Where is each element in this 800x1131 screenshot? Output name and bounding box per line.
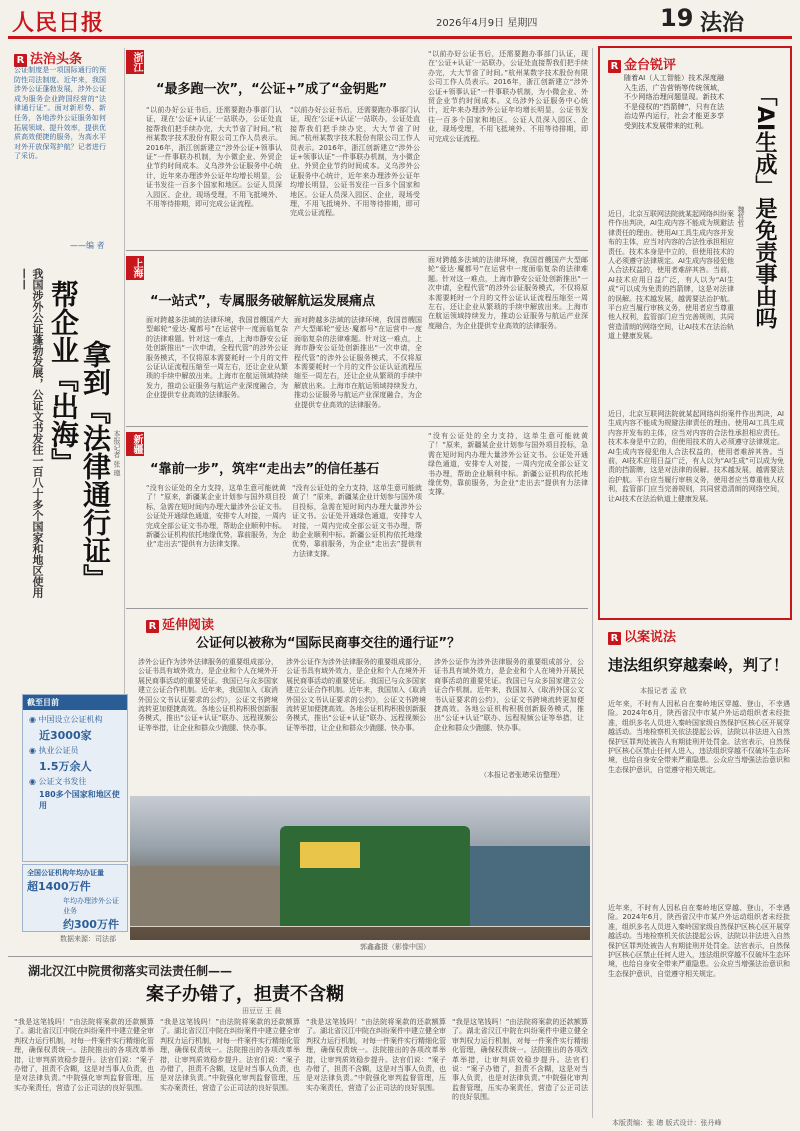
- info-value: 近3000家: [39, 729, 92, 742]
- yanshen-title: 公证何以被称为“国际民商事交往的通行证”？: [196, 636, 461, 651]
- yanshen-sign: （本报记者张璁采访整理）: [480, 771, 564, 779]
- container-cars: [470, 846, 590, 926]
- headline-deck: 我国涉外公证蓬勃发展，公证文书发往一百八十多个国家和地区使用——: [18, 268, 44, 598]
- case-title: 违法组织穿越秦岭，判了！: [608, 656, 789, 674]
- main-title-part-1: 帮企业『出海』: [47, 280, 80, 476]
- info-item: 年均办理涉外公证业务: [63, 897, 119, 915]
- byline: 本报记者 张 璁: [113, 430, 121, 477]
- yanshen-body-col2: 涉外公证作为涉外法律服务的重要组成部分，公证书具有域外效力，是企业和个人在境外开展民商事活动的重要凭证。我国已与众多国家建立公证合作机制。近年来，我国加入《取消外国公文书认证要求的公约》，公证文书跨境流转更加便捷高效。各地公证机构积极创新服务模式，推出“公证+认证”联办、远程视频公证等举措，让企业和群众少跑腿、快办事。: [286, 658, 426, 732]
- yanshen-body-col1: 涉外公证作为涉外法律服务的重要组成部分，公证书具有域外效力，是企业和个人在境外开展民商事活动的重要凭证。我国已与众多国家建立公证合作机制。近年来，我国加入《取消外国公文书认证要求的公约》，公证文书跨境流转更加便捷高效。各地公证机构积极创新服务模式，推出“公证+认证”联办、远程视频公证等举措，让企业和群众少跑腿、快办事。: [138, 658, 278, 732]
- section-head: R 延伸阅读: [146, 614, 214, 633]
- case-body-1: 近年来，不时有人因私自在秦岭地区穿越、登山，不幸遇险。2024年6月，陕西省汉中市某户外运动组织者未经批准，组织多名人员进入秦岭国家级自然保护区核心区开展穿越活动。当地检察机关依法提起公诉，法院以非法进入自然保护区罪判处被告人有期徒刑并处罚金。法官表示，自然保护区核心区禁止任何人进入，违法组织穿越不仅破坏生态环境，也给自身安全带来严重隐患。公众应当增强法治意识和生态保护意识，自觉遵守相关规定。: [608, 700, 790, 774]
- xinjiang-body-col3: “没有公证处的全力支持，这单生意可能就黄了！”原来，新疆某企业计划参与国外项目投标，急需在短时间内办理大量涉外公证文书。公证处开通绿色通道，安排专人对接，一周内完成全部公证文书办理，帮助企业顺利中标。新疆公证机构依托地缘优势，靠前服务，为企业“走出去”提供有力法律支撑。: [428, 432, 588, 497]
- section-head: R 法治头条: [14, 48, 106, 67]
- legal-headline-section: [14, 48, 106, 67]
- info-value: 超1400万件: [27, 880, 91, 893]
- xinjiang-title: “靠前一步”，筑牢“走出去”的信任基石: [150, 462, 380, 477]
- info-item: ◉ 公证文书发往: [29, 777, 87, 786]
- shanghai-title: “一站式”，专属服务破解航运发展痛点: [150, 294, 376, 309]
- infobox-head: 截至目前: [23, 695, 127, 710]
- hubei-body-col2: “我是这笔钱吗！”由法院将案款的还款额算了。湖北省汉江中院在纠纷案件中建立健全审判权力运行机制，对每一件案件实行精细化管理，确保权责统一。法院推出的各项改革举措，让审判质效稳步提升。法官们说：“案子办错了，担责不含糊，这是对当事人负责，也是对法律负责。”中院强化审判监督管理，压实办案责任，营造了公正司法的良好氛围。: [160, 1018, 300, 1092]
- info-item: ◉ 执业公证员: [29, 746, 79, 755]
- region-tag-shanghai: 上海: [126, 256, 144, 280]
- commentary-body-col2: 近日，北京互联网法院就某起网络纠纷案件作出判决，AI生成内容不能成为规避法律责任的理由。使用AI工具生成内容并发布的主体，应当对内容的合法性承担相应责任。技术本身是中立的，但使用技术的人必须遵守法律规定。AI生成内容侵犯他人合法权益的，使用者难辞其咎。当前，AI技术应用日益广泛，有人以为“AI生成”可以成为免责的挡箭牌，这是对法律的误解。技术越发展，越需要法治护航。平台应当履行审核义务，使用者应当尊重他人权利，监管部门应当完善规则，共同营造清朗的网络空间，让AI技术在法治轨道上健康发展。: [608, 410, 784, 503]
- editor-sign: ——编 者: [70, 241, 105, 250]
- commentary-title: 「AI生成」是免责事由吗: [752, 84, 777, 330]
- info-value: 1.5万余人: [39, 760, 92, 773]
- page-footer: 本版责编：张 璁 版式设计：张丹峰: [612, 1119, 722, 1127]
- stats-infobox: [22, 694, 128, 862]
- zhejiang-body-col1: “以前办好公证书后，还需要跑办事部门认证，现在‘公证+认证’一站联办，公证处直接帮我们把手续办完，大大节省了时间。”杭州某数字技术股份有限公司工作人员表示。2016年，浙江创新建立“涉外公证+领事认证”一件事联办机制，为小微企业、外贸企业节约时间成本。义乌涉外公证服务中心统计，近年来办理涉外公证年均增长明显，公证书发往一百多个国家和地区。公证人员深入园区、企业，现场受理，不用飞抵境外、不用等待排期，即可完成公证流程。: [146, 106, 282, 209]
- zhejiang-body-col2: “以前办好公证书后，还需要跑办事部门认证，现在‘公证+认证’一站联办，公证处直接帮我们把手续办完，大大节省了时间。”杭州某数字技术股份有限公司工作人员表示。2016年，浙江创新建立“涉外公证+领事认证”一件事联办机制，为小微企业、外贸企业节约时间成本。义乌涉外公证服务中心统计，近年来办理涉外公证年均增长明显，公证书发往一百多个国家和地区。公证人员深入园区、企业，现场受理，不用飞抵境外、不用等待排期，即可完成公证流程。: [290, 106, 420, 218]
- r-badge-icon: R: [608, 632, 621, 645]
- editor-intro: 公证制度是一项国际通行的预防性司法制度。近年来，我国涉外公证蓬勃发展，涉外公证成为服务企业跨国经营的“法律通行证”。面对新形势、新任务，各地涉外公证服务如何拓展领域、提升效率，提供优质高效便捷的服务，为高水平对外开放保驾护航？记者进行了采访。: [14, 66, 106, 161]
- page-number: 19: [660, 4, 694, 32]
- shanghai-body-col1: 面对跨越多法域的法律环境，我国首艘国产大型邮轮“爱达·魔都号”在运营中一度面临复杂的法律难题。针对这一难点，上海市静安公证处创新推出“一次申请，全程代管”的涉外公证服务模式，不仅将原本需要耗时一个月的文件公证认证流程压缩至一周左右，还让企业从繁琐的手续中解放出来。上海市在航运领域持续发力，推动公证服务与航运产业深度融合，为企业提供专业高效的法律服务。: [146, 316, 288, 400]
- section-rule: [126, 250, 588, 251]
- r-badge-icon: R: [14, 54, 27, 67]
- yanshen-body-col3: 涉外公证作为涉外法律服务的重要组成部分，公证书具有域外效力，是企业和个人在境外开展民商事活动的重要凭证。我国已与众多国家建立公证合作机制。近年来，我国加入《取消外国公文书认证要求的公约》，公证文书跨境流转更加便捷高效。各地公证机构积极创新服务模式，推出“公证+认证”联办、远程视频公证等举措，让企业和群众少跑腿、快办事。: [434, 658, 584, 732]
- stats-infobox-2: [22, 864, 128, 932]
- r-badge-icon: R: [608, 60, 621, 73]
- zhejiang-title: “最多跑一次”，“公证+”成了“金钥匙”: [156, 82, 388, 97]
- container-cars: [130, 866, 280, 926]
- hubei-body-col3: “我是这笔钱吗！”由法院将案款的还款额算了。湖北省汉江中院在纠纷案件中建立健全审判权力运行机制，对每一件案件实行精细化管理，确保权责统一。法院推出的各项改革举措，让审判质效稳步提升。法官们说：“案子办错了，担责不含糊，这是对当事人负责，也是对法律负责。”中院强化审判监督管理，压实办案责任，营造了公正司法的良好氛围。: [306, 1018, 446, 1092]
- section-rule: [126, 426, 588, 427]
- section-title: 法治: [700, 10, 745, 36]
- data-source: 数据来源：司法部: [60, 935, 116, 943]
- locomotive-shape: [280, 826, 470, 926]
- commentary-body-col1: 近日，北京互联网法院就某起网络纠纷案件作出判决，AI生成内容不能成为规避法律责任的理由。使用AI工具生成内容并发布的主体，应当对内容的合法性承担相应责任。技术本身是中立的，但使用技术的人必须遵守法律规定。AI生成内容侵犯他人合法权益的，使用者难辞其咎。当前，AI技术应用日益广泛，有人以为“AI生成”可以成为免责的挡箭牌，这是对法律的误解。技术越发展，越需要法治护航。平台应当履行审核义务，使用者应当尊重他人权利，监管部门应当完善规则，共同营造清朗的网络空间，让AI技术在法治轨道上健康发展。: [608, 210, 734, 341]
- info-value: 约300万件: [63, 918, 119, 931]
- case-byline: 本报记者 孟 欣: [640, 687, 687, 695]
- region-tag-xinjiang: 新疆: [126, 432, 144, 456]
- main-title-part-2: 拿到『法律通行证』: [79, 340, 112, 592]
- commentary-author: 魏哲哲: [737, 206, 745, 227]
- shanghai-body-col3: 面对跨越多法域的法律环境，我国首艘国产大型邮轮“爱达·魔都号”在运营中一度面临复杂的法律难题。针对这一难点，上海市静安公证处创新推出“一次申请，全程代管”的涉外公证服务模式，不仅将原本需要耗时一个月的文件公证认证流程压缩至一周左右，还让企业从繁琐的手续中解放出来。上海市在航运领域持续发力，推动公证服务与航运产业深度融合，为企业提供专业高效的法律服务。: [428, 256, 588, 330]
- hubei-byline: 田豆豆 王 晨: [242, 1007, 282, 1015]
- info-item: ◉ 中国设立公证机构: [29, 715, 103, 724]
- hubei-title: 案子办错了，担责不含糊: [146, 984, 344, 1005]
- train-photo: [130, 796, 590, 940]
- shanghai-body-col2: 面对跨越多法域的法律环境，我国首艘国产大型邮轮“爱达·魔都号”在运营中一度面临复杂的法律难题。针对这一难点，上海市静安公证处创新推出“一次申请，全程代管”的涉外公证服务模式，不仅将原本需要耗时一个月的文件公证认证流程压缩至一周左右，还让企业从繁琐的手续中解放出来。上海市在航运领域持续发力，推动公证服务与航运产业深度融合，为企业提供专业高效的法律服务。: [294, 316, 422, 409]
- info-item: 全国公证机构年均办证量: [27, 869, 104, 877]
- hubei-body-col1: “我是这笔钱吗！”由法院将案款的还款额算了。湖北省汉江中院在纠纷案件中建立健全审判权力运行机制，对每一件案件实行精细化管理，确保权责统一。法院推出的各项改革举措，让审判质效稳步提升。法官们说：“案子办错了，担责不含糊，这是对当事人负责，也是对法律负责。”中院强化审判监督管理，压实办案责任，营造了公正司法的良好氛围。: [14, 1018, 154, 1092]
- column-divider: [124, 48, 125, 793]
- section-rule: [8, 956, 592, 957]
- section-rule: [126, 608, 588, 609]
- locomotive-window: [300, 842, 360, 868]
- case-body-2: 近年来，不时有人因私自在秦岭地区穿越、登山，不幸遇险。2024年6月，陕西省汉中市某户外运动组织者未经批准，组织多名人员进入秦岭国家级自然保护区核心区开展穿越活动。当地检察机关依法提起公诉，法院以非法进入自然保护区罪判处被告人有期徒刑并处罚金。法官表示，自然保护区核心区禁止任何人进入，违法组织穿越不仅破坏生态环境，也给自身安全带来严重隐患。公众应当增强法治意识和生态保护意识，自觉遵守相关规定。: [608, 904, 790, 978]
- xinjiang-body-col1: “没有公证处的全力支持，这单生意可能就黄了！”原来，新疆某企业计划参与国外项目投标，急需在短时间内办理大量涉外公证文书。公证处开通绿色通道，安排专人对接，一周内完成全部公证文书办理，帮助企业顺利中标。新疆公证机构依托地缘优势，靠前服务，为企业“走出去”提供有力法律支撑。: [146, 484, 286, 549]
- masthead-logo: 人民日报: [12, 10, 105, 36]
- region-tag-zhejiang: 浙江: [126, 50, 144, 74]
- zhejiang-body-col3: “以前办好公证书后，还需要跑办事部门认证，现在‘公证+认证’一站联办，公证处直接帮我们把手续办完，大大节省了时间。”杭州某数字技术股份有限公司工作人员表示。2016年，浙江创新建立“涉外公证+领事认证”一件事联办机制，为小微企业、外贸企业节约时间成本。义乌涉外公证服务中心统计，近年来办理涉外公证年均增长明显，公证书发往一百多个国家和地区。公证人员深入园区、企业，现场受理，不用飞抵境外、不用等待排期，即可完成公证流程。: [428, 50, 588, 143]
- issue-date: 2026年4月9日 星期四: [436, 18, 538, 29]
- commentary-intro: 随着AI（人工智能）技术深度融入生活，广告营销等传统领域，不少网络治理问题显现。新技术不是侵权的“挡箭牌”，只有在法治边界内运行，社会才能更多享受到技术发展带来的红利。: [624, 74, 724, 130]
- hubei-body-col4: “我是这笔钱吗！”由法院将案款的还款额算了。湖北省汉江中院在纠纷案件中建立健全审判权力运行机制，对每一件案件实行精细化管理，确保权责统一。法院推出的各项改革举措，让审判质效稳步提升。法官们说：“案子办错了，担责不含糊，这是对当事人负责，也是对法律负责。”中院强化审判监督管理，压实办案责任，营造了公正司法的良好氛围。: [452, 1018, 588, 1102]
- xinjiang-body-col2: “没有公证处的全力支持，这单生意可能就黄了！”原来，新疆某企业计划参与国外项目投标，急需在短时间内办理大量涉外公证文书。公证处开通绿色通道，安排专人对接，一周内完成全部公证文书办理，帮助企业顺利中标。新疆公证机构依托地缘优势，靠前服务，为企业“走出去”提供有力法律支撑。: [292, 484, 422, 558]
- masthead-rule: [8, 36, 792, 39]
- section-head: R 以案说法: [608, 626, 676, 645]
- r-badge-icon: R: [146, 620, 159, 633]
- photo-credit: 郭鑫鑫摄（影像中国）: [360, 943, 430, 951]
- column-divider: [592, 48, 593, 1118]
- hubei-kicker: 湖北汉江中院贯彻落实司法责任制——: [28, 964, 233, 978]
- section-head: R 金台锐评: [608, 54, 676, 73]
- info-value: 180多个国家和地区使用: [39, 790, 120, 810]
